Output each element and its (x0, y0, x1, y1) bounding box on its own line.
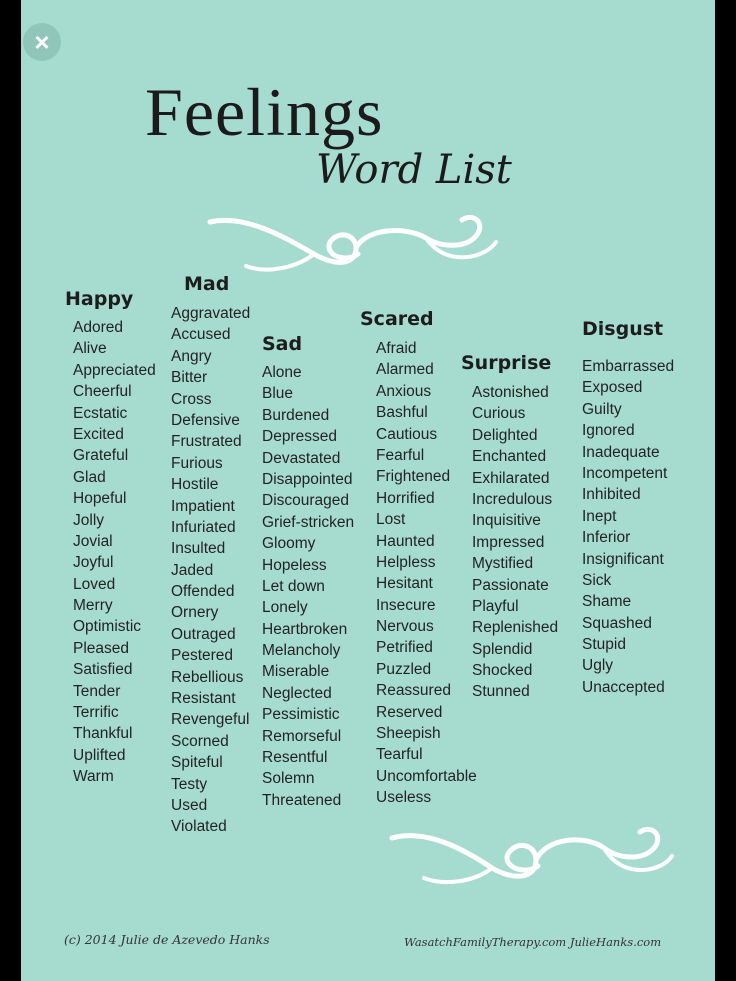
list-item: Stupid (582, 636, 626, 654)
list-item: Outraged (171, 625, 236, 643)
list-item: Enchanted (472, 448, 547, 466)
list-item: Splendid (472, 640, 533, 658)
list-item: Exhilarated (472, 469, 550, 487)
list-item: Astonished (472, 384, 549, 401)
list-item: Impatient (171, 497, 235, 515)
word-list (262, 362, 354, 811)
list-item: Optimistic (73, 618, 142, 636)
list-item: Useless (376, 789, 432, 807)
flourish-top (206, 208, 502, 278)
list-item: Melancholy (262, 642, 341, 660)
list-item: Mystified (472, 555, 534, 573)
list-item: Defensive (171, 411, 240, 429)
list-item: Tearful (376, 746, 423, 764)
list-item: Playful (472, 597, 519, 615)
list-item: Embarrassed (582, 358, 675, 375)
copyright-text: (c) 2014 Julie de Azevedo Hanks (64, 932, 270, 947)
list-item: Shame (582, 593, 632, 611)
list-item: Revengeful (171, 711, 250, 729)
column-surprise (461, 354, 558, 703)
list-item: Replenished (472, 619, 559, 637)
list-item: Adored (73, 319, 123, 336)
list-item: Incompetent (582, 464, 668, 482)
list-item: Angry (171, 347, 212, 365)
list-item: Resentful (262, 749, 328, 767)
list-item: Ornery (171, 604, 219, 622)
list-item: Gloomy (262, 535, 316, 553)
list-item: Squashed (582, 614, 652, 632)
list-item: Afraid (376, 340, 417, 357)
page-title: Feelings (145, 74, 384, 150)
list-item: Puzzled (376, 660, 432, 678)
list-item: Incredulous (472, 490, 553, 508)
list-item: Ignored (582, 422, 635, 440)
list-item: Uncomfortable (376, 767, 477, 785)
list-item: Rebellious (171, 668, 244, 686)
list-item: Sheepish (376, 725, 441, 743)
list-item: Reassured (376, 682, 451, 700)
list-item: Impressed (472, 533, 545, 551)
list-item: Remorseful (262, 727, 342, 745)
list-item: Aggravated (171, 305, 251, 322)
list-item: Devastated (262, 449, 341, 467)
list-item: Frustrated (171, 433, 242, 451)
list-item: Nervous (376, 618, 434, 636)
website-text: WasatchFamilyTherapy.com JulieHanks.com (404, 935, 662, 949)
list-item: Cheerful (73, 383, 132, 401)
word-list (73, 317, 156, 788)
list-item: Discouraged (262, 492, 350, 510)
list-item: Satisfied (73, 661, 133, 679)
list-item: Pessimistic (262, 706, 340, 724)
column-heading: Scared (360, 308, 434, 330)
list-item: Infuriated (171, 518, 236, 536)
list-item: Jovial (73, 532, 113, 550)
list-item: Burdened (262, 406, 330, 424)
list-item: Lost (376, 511, 406, 529)
list-item: Inferior (582, 529, 631, 547)
list-item: Terrific (73, 704, 119, 722)
list-item: Hopeless (262, 556, 327, 574)
column-heading: Sad (262, 333, 303, 355)
list-item: Furious (171, 454, 223, 472)
list-item: Jaded (171, 561, 214, 579)
list-item: Solemn (262, 770, 315, 788)
list-item: Insulted (171, 540, 226, 558)
list-item: Appreciated (73, 361, 156, 379)
list-item: Threatened (262, 791, 342, 809)
list-item: Inhibited (582, 486, 641, 504)
list-item: Cross (171, 390, 212, 408)
column-sad (262, 335, 354, 811)
list-item: Insignificant (582, 550, 664, 568)
list-item: Alarmed (376, 361, 434, 379)
column-heading: Mad (184, 273, 230, 295)
list-item: Heartbroken (262, 620, 348, 638)
word-list (582, 356, 674, 698)
list-item: Alive (73, 340, 107, 358)
list-item: Uplifted (73, 746, 126, 764)
column-happy (65, 290, 156, 788)
list-item: Inadequate (582, 443, 660, 461)
list-item: Inept (582, 507, 617, 525)
list-item: Ecstatic (73, 404, 128, 422)
column-heading: Disgust (582, 318, 664, 340)
list-item: Offended (171, 583, 235, 601)
list-item: Exposed (582, 379, 643, 397)
list-item: Inquisitive (472, 512, 541, 530)
list-item: Violated (171, 818, 227, 836)
list-item: Warm (73, 768, 114, 786)
list-item: Hostile (171, 476, 219, 494)
list-item: Petrified (376, 639, 433, 657)
list-item: Sick (582, 571, 612, 589)
list-item: Shocked (472, 662, 533, 680)
list-item: Guilty (582, 400, 622, 418)
list-item: Bashful (376, 404, 428, 422)
list-item: Thankful (73, 725, 133, 743)
list-item: Passionate (472, 576, 549, 594)
list-item: Excited (73, 425, 124, 443)
list-item: Resistant (171, 690, 236, 708)
list-item: Accused (171, 326, 231, 344)
list-item: Alone (262, 364, 302, 381)
column-scared (360, 310, 477, 809)
close-button[interactable] (23, 23, 61, 61)
column-mad (171, 273, 251, 838)
list-item: Testy (171, 775, 208, 793)
list-item: Frightened (376, 468, 451, 486)
list-item: Curious (472, 405, 526, 423)
column-heading: Happy (65, 288, 134, 310)
list-item: Unaccepted (582, 678, 665, 696)
list-item: Pestered (171, 647, 234, 665)
list-item: Lonely (262, 599, 308, 617)
column-heading: Surprise (461, 352, 552, 374)
list-item: Merry (73, 597, 113, 615)
list-item: Grief-stricken (262, 513, 355, 531)
word-list (472, 382, 558, 703)
list-item: Haunted (376, 532, 435, 550)
list-item: Delighted (472, 426, 538, 444)
list-item: Jolly (73, 511, 105, 529)
list-item: Cautious (376, 425, 438, 443)
list-item: Helpless (376, 553, 436, 571)
list-item: Neglected (262, 684, 332, 702)
list-item: Bitter (171, 369, 208, 387)
list-item: Disappointed (262, 470, 353, 488)
list-item: Used (171, 796, 208, 814)
word-list (171, 303, 250, 838)
list-item: Hesitant (376, 575, 433, 593)
list-item: Hopeful (73, 490, 127, 508)
list-item: Blue (262, 385, 294, 403)
close-icon: × (34, 27, 50, 57)
list-item: Loved (73, 575, 116, 593)
list-item: Horrified (376, 489, 435, 507)
flourish-bottom (388, 818, 676, 890)
list-item: Insecure (376, 596, 436, 614)
list-item: Miserable (262, 663, 330, 681)
list-item: Scorned (171, 732, 229, 750)
page-subtitle: Word List (316, 147, 512, 193)
list-item: Stunned (472, 683, 530, 701)
list-item: Ugly (582, 657, 614, 675)
list-item: Glad (73, 468, 106, 486)
list-item: Grateful (73, 447, 129, 465)
list-item: Pleased (73, 639, 130, 657)
list-item: Reserved (376, 703, 443, 721)
list-item: Joyful (73, 554, 114, 572)
list-item: Let down (262, 577, 325, 595)
list-item: Tender (73, 682, 121, 700)
list-item: Spiteful (171, 754, 223, 772)
list-item: Depressed (262, 428, 337, 446)
list-item: Anxious (376, 382, 432, 400)
list-item: Fearful (376, 446, 425, 464)
column-disgust (582, 320, 674, 698)
